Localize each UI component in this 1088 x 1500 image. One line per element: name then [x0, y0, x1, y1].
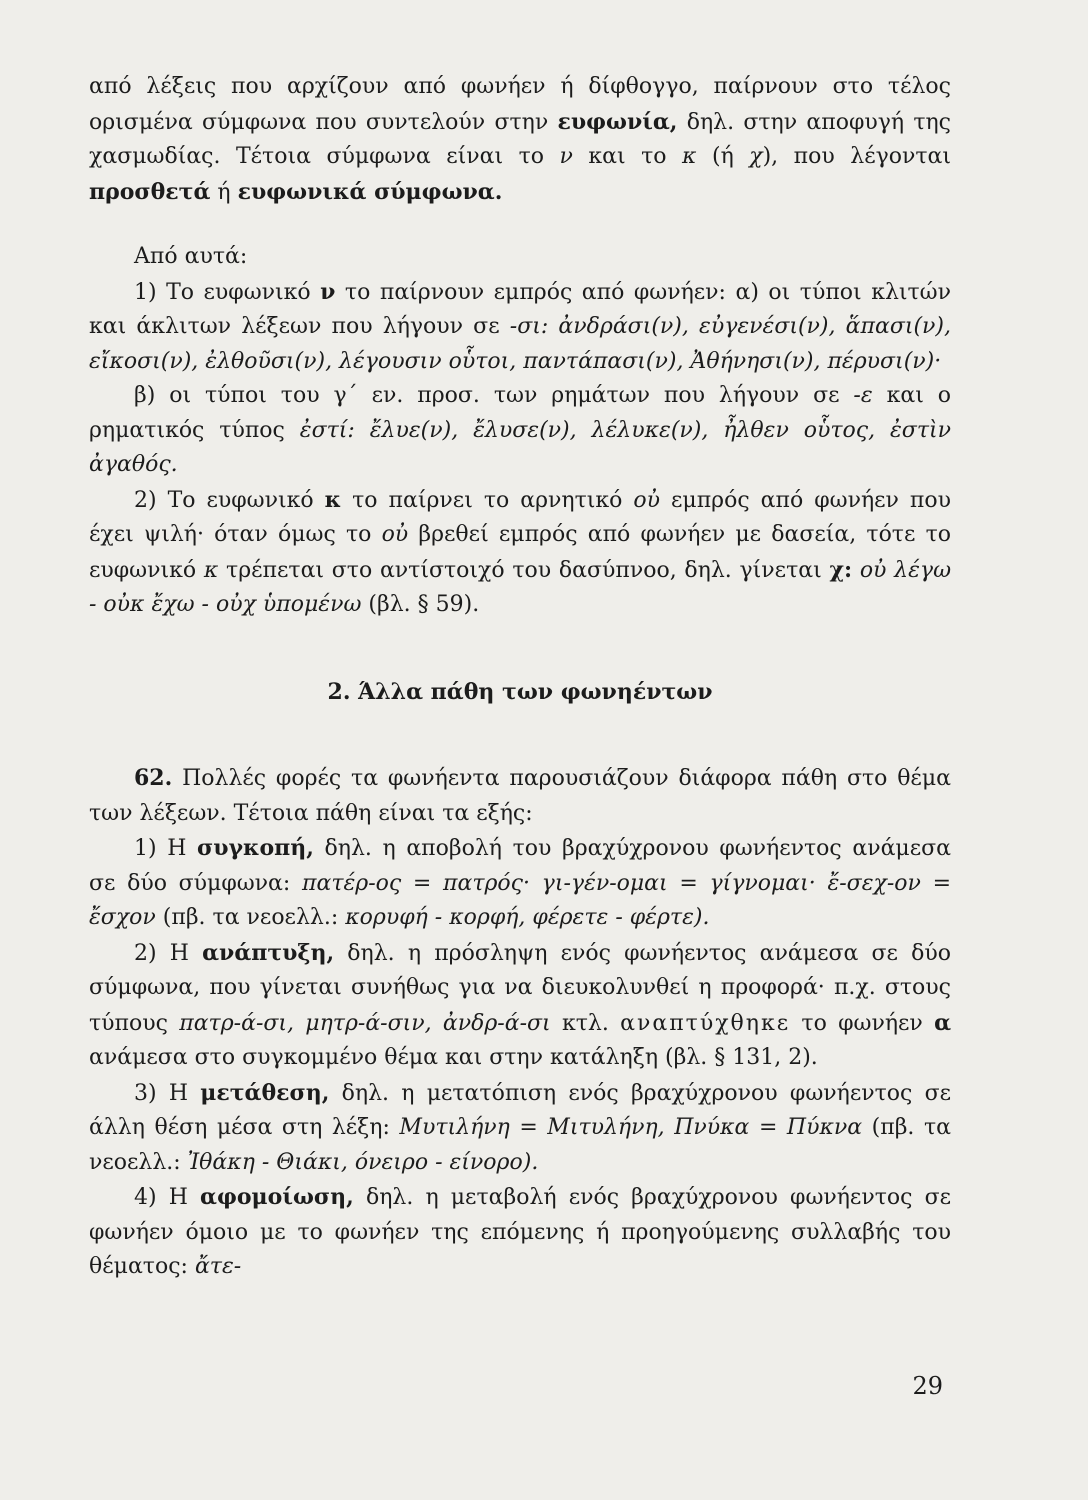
- paragraph-euphonic-k: 2) Το ευφωνικό κ το παίρνει το αρνητικό οὐ εμπρός από φωνήεν που έχει ψιλή· όταν όμως το οὐ βρεθεί εμπρός από φωνήεν με δασεία, τότε το ευφωνικό κ τρέπεται στο αντίστοιχό του δασύπνοο, δηλ. γίνεται χ: οὐ λέγω - οὐκ ἔχω - οὐχ ὑπομένω (βλ. § 59).: [89, 486, 952, 617]
- paragraph-apo-auta: Από αυτά:: [134, 244, 248, 269]
- paragraph-assimilation: 4) Η αφομοίωση, δηλ. η μεταβολή ενός βραχύχρονου φωνήεντος σε φωνήεν όμοιο με το φωνήεν της επόμενης ή προηγούμενης συλλαβής του θέματος: ἄτε-: [89, 1184, 951, 1279]
- page-number: 29: [912, 1372, 943, 1400]
- paragraph-euphonic-n-b: β) οι τύποι του γ΄ εν. προσ. των ρημάτων που λήγουν σε -ε και ο ρηματικός τύπος ἐστί: ἔλυε(ν), ἔλυσε(ν), λέλυκε(ν), ἦλθεν οὗτος, ἐστὶν ἀγαθός.: [89, 383, 951, 477]
- paragraph-euphonic-n: 1) Το ευφωνικό ν το παίρνουν εμπρός από φωνήεν: α) οι τύποι κλιτών και άκλιτων λέξεων που λήγουν σε -σι: ἀνδράσι(ν), εὐγενέσι(ν), ἅπασι(ν), εἴκοσι(ν), ἐλθοῦσι(ν), λέγουσιν οὗτοι, παντάπασι(ν), Ἀθήνησι(ν), πέρυσι(ν)·: [89, 278, 952, 374]
- section-heading: 2. Άλλα πάθη των φωνηέντων: [327, 678, 713, 705]
- paragraph-62: 62. Πολλές φορές τα φωνήεντα παρουσιάζουν διάφορα πάθη στο θέμα των λέξεων. Τέτοια πάθη είναι τα εξής:: [89, 765, 951, 826]
- page-body: [89, 70, 951, 1285]
- paragraph-intro: από λέξεις που αρχίζουν από φωνήεν ή δίφθογγο, παίρνουν στο τέλος ορισμένα σύμφωνα που συντελούν στην ευφωνία, δηλ. στην αποφυγή της χασμωδίας. Τέτοια σύμφωνα είναι το ν και το κ (ή χ), που λέγονται προσθετά ή ευφωνικά σύμφωνα.: [89, 74, 952, 205]
- paragraph-syncope: 1) Η συγκοπή, δηλ. η αποβολή του βραχύχρονου φωνήεντος ανάμεσα σε δύο σύμφωνα: πατέρ-ος = πατρός· γι-γέν-ομαι = γίγνομαι· ἔ-σεχ-ον = ἔσχον (πβ. τα νεοελλ.: κορυφή - κορφή, φέρετε - φέρτε).: [89, 835, 952, 930]
- paragraph-anaptyxis: 2) Η ανάπτυξη, δηλ. η πρόσληψη ενός φωνήεντος ανάμεσα σε δύο σύμφωνα, που γίνεται συνήθως για να διευκολυνθεί η προφορά· π.χ. στους τύπους πατρ-ά-σι, μητρ-ά-σιν, ἀνδρ-ά-σι κτλ. αναπτύχθηκε το φωνήεν α ανάμεσα στο συγκομμένο θέμα και στην κατάληξη (βλ. § 131, 2).: [89, 939, 952, 1070]
- paragraph-metathesis: 3) Η μετάθεση, δηλ. η μετατόπιση ενός βραχύχρονου φωνήεντος σε άλλη θέση μέσα στη λέξη: Μυτιλήνη = Μιτυλήνη, Πνύκα = Πύκνα (πβ. τα νεοελλ.: Ἰθάκη - Θιάκι, όνειρο - είνορο).: [89, 1079, 951, 1175]
